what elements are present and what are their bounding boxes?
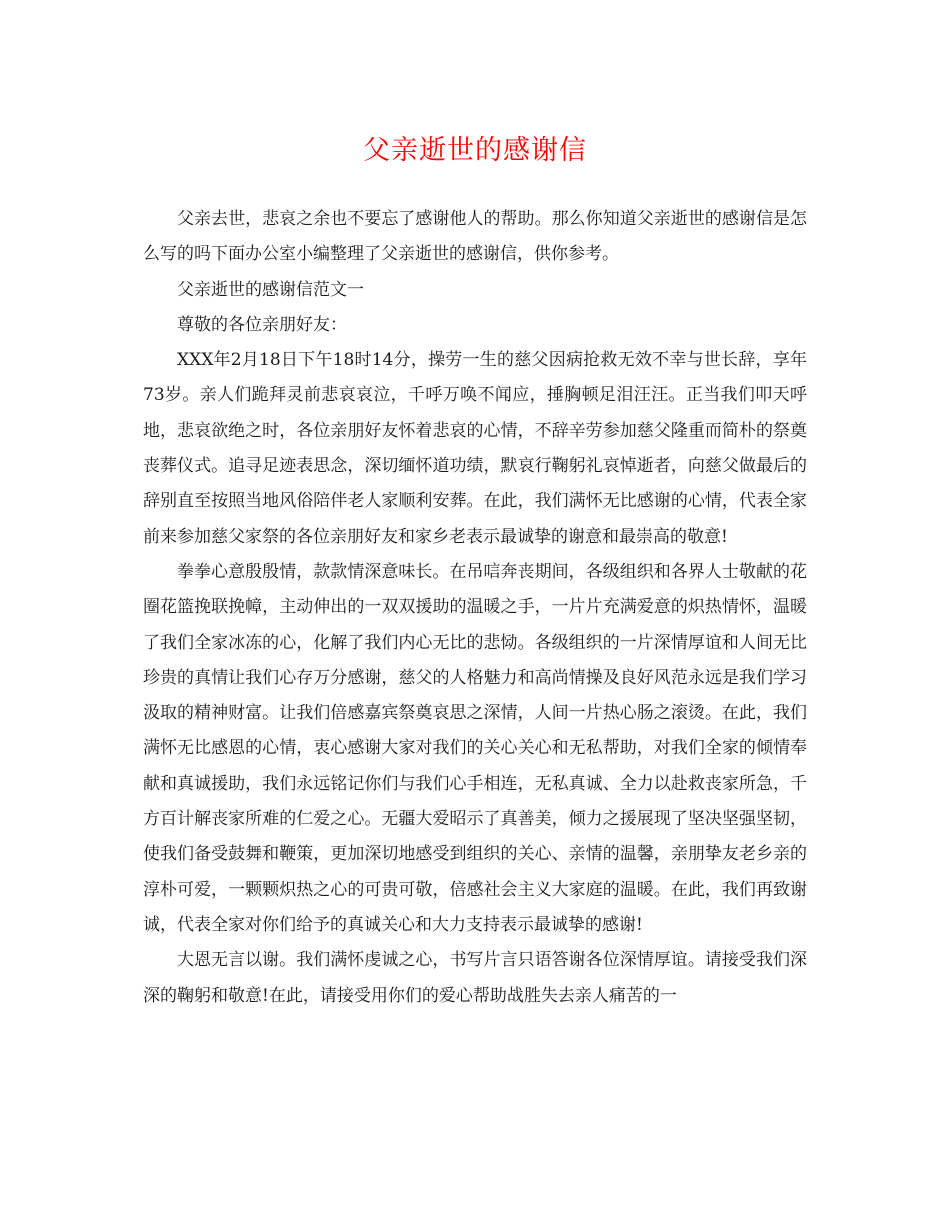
intro-paragraph: 父亲去世，悲哀之余也不要忘了感谢他人的帮助。那么你知道父亲逝世的感谢信是怎么写的吗下面办公室小编整理了父亲逝世的感谢信，供你参考。 — [143, 209, 807, 265]
section-heading: 父亲逝世的感谢信范文一 — [177, 279, 364, 300]
salutation: 尊敬的各位亲朋好友： — [177, 314, 347, 335]
body-paragraph: XXX年2月18日下午18时14分，操劳一生的慈父因病抢救无效不幸与世长辞，享年73岁。亲人们跪拜灵前悲哀哀泣，千呼万唤不闻应，捶胸顿足泪汪汪。正当我们叩天呼地，悲哀欲绝之时，各位亲朋好友怀着悲哀的心情，不辞辛劳参加慈父隆重而简朴的祭奠丧葬仪式。追寻足迹表思念，深切缅怀道功绩，默哀行鞠躬礼哀悼逝者，向慈父做最后的辞别直至按照当地风俗陪伴老人家顺利安葬。在此，我们满怀无比感谢的心情，代表全家前来参加慈父家祭的各位亲朋好友和家乡老表示最诚挚的谢意和最崇高的敬意! — [143, 350, 807, 547]
document-body — [143, 202, 807, 1014]
body-paragraph: 大恩无言以谢。我们满怀虔诚之心，书写片言只语答谢各位深情厚谊。请接受我们深深的鞠躬和敬意!在此，请接受用你们的爱心帮助战胜失去亲人痛苦的一 — [143, 950, 807, 1006]
document-title: 父亲逝世的感谢信 — [363, 135, 587, 166]
body-paragraph: 拳拳心意殷殷情，款款情深意味长。在吊唁奔丧期间，各级组织和各界人士敬献的花圈花篮挽联挽幛，主动伸出的一双双援助的温暖之手，一片片充满爱意的炽热情怀，温暖了我们全家冰冻的心，化解了我们内心无比的悲恸。各级组织的一片深情厚谊和人间无比珍贵的真情让我们心存万分感谢，慈父的人格魅力和高尚情操及良好风范永远是我们学习汲取的精神财富。让我们倍感嘉宾祭奠哀思之深情，人间一片热心肠之滚烫。在此，我们满怀无比感恩的心情，衷心感谢大家对我们的关心关心和无私帮助，对我们全家的倾情奉献和真诚援助，我们永远铭记你们与我们心手相连，无私真诚、全力以赴救丧家所急，千方百计解丧家所难的仁爱之心。无疆大爱昭示了真善美，倾力之援展现了坚决坚强坚韧，使我们备受鼓舞和鞭策，更加深切地感受到组织的关心、亲情的温馨，亲朋挚友老乡亲的淳朴可爱，一颗颗炽热之心的可贵可敬，倍感社会主义大家庭的温暖。在此，我们再致谢诚，代表全家对你们给予的真诚关心和大力支持表示最诚挚的感谢! — [143, 561, 807, 935]
